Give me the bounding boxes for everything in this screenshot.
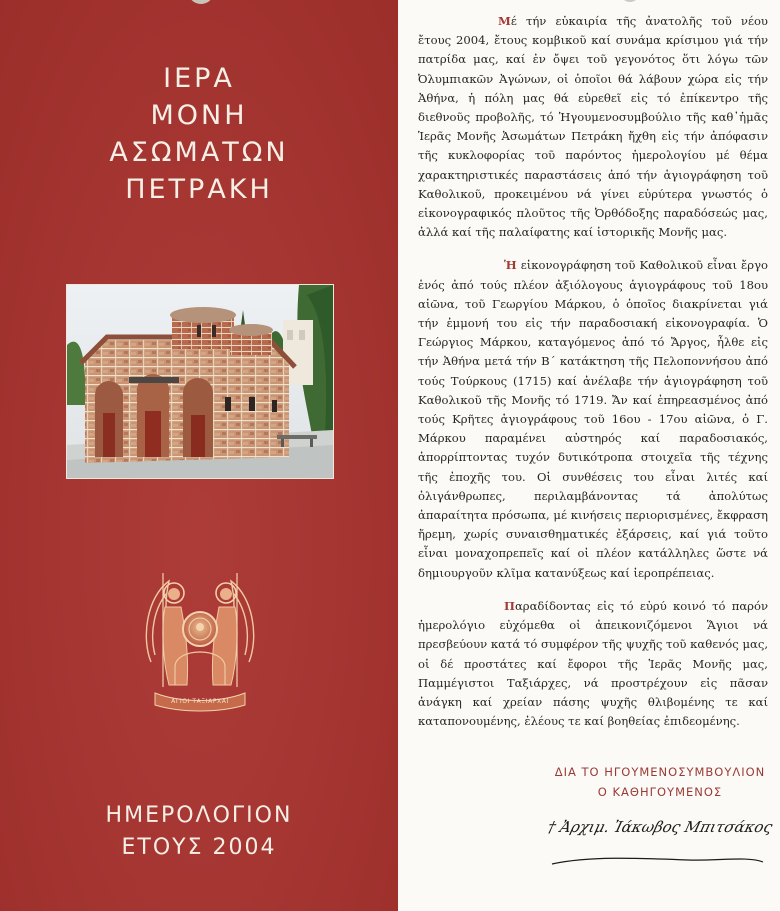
paragraph-text: έ τήν εὐκαιρία τῆς ἀνατολῆς τοῦ νέου ἔτους 2004, ἔτους κομβικοῦ καί συνάμα κρίσιμου γιά τήν πατρίδα μας, καί ἐν ὄψει τοῦ γεγονότος ὅτι λόγω τῶν Ὀλυμπιακῶν Ἀγώνων, οἱ ὁποῖοι θά λάβουν χώρα εἰς τήν Ἀθήνα, ἡ πόλη μας θά εὑρεθεῖ εἰς τό ἐπίκεντρο τῆς διεθνοῦς προβολῆς, τό Ἡγουμενοσυμβούλιο τῆς καθ᾽ἡμᾶς Ἱερᾶς Μονῆς Ἀσωμάτων Πετράκη ἤχθη εἰς τήν ἀπόφασιν τῆς κυκλοφορίας τοῦ παρόντος ἡμερολογίου μέ θέμα χαρακτηριστικές παραστάσεις ἀπό τήν ἁγιογράφηση τοῦ Καθολικοῦ, προκειμένου νά γίνει εὐρύτερα γνωστός ὁ εἰκονογραφικός πλοῦτος τῆς Ὀρθόδοξης παραδόσεώς μας, ἀλλά καί τῆς παλαίφατης καί ἱστορικῆς Μονῆς μας. [418,14,768,240]
archangels-emblem [141,567,259,713]
paragraph-text: αραδίδοντας εἰς τό εὐρύ κοινό τό παρόν ἡμερολόγιο εὐχόμεθα οἱ ἀπεικονιζόμενοι Ἅγιοι νά πρεσβεύουν κατά τό συμφέρον τῆς ψυχῆς τοῦ καθενός μας, οἱ δέ προστάτες καί ἔφοροι τῆς Ἱερᾶς Μονῆς μας, Παμμέγιστοι Ταξιάρχες, νά προστρέχουν εἰς πᾶσαν ἀνάγκη καί χρείαν πάσης ψυχῆς θλιβομένης τε καί καταπονουμένης, ἐλέους τε καί βοηθείας ἐπιδεομένης. [418,598,768,729]
church-image [67,285,333,478]
title-line: ΠΕΤΡΑΚΗ [125,174,273,205]
drop-cap: Μ [498,14,511,28]
calendar-year-line: ΕΤΟΥΣ 2004 [121,835,277,860]
monastery-title [0,60,398,208]
binding-hole [188,0,214,4]
title-line: ΙΕΡΑ [163,63,235,94]
title-line: ΜΟΝΗ [150,100,248,131]
drop-cap: Ἡ [504,258,517,273]
calendar-title-line: ΗΜΕΡΟΛΟΓΙΟΝ [105,803,293,828]
signature-heading-line: ΔΙΑ ΤΟ ΗΓΟΥΜΕΝΟΣΥΜΒΟΥΛΙΟΝ [554,765,766,779]
ribbon-text: ΑΓΙΟΙ ΤΑΞΙΑΡΧΑΙ [171,698,229,705]
drop-cap: Π [504,598,515,613]
signature-flourish [548,836,768,872]
handwritten-signature [545,818,775,873]
archangels-icon [141,567,259,713]
paragraph [418,12,768,242]
signature-heading-line: Ο ΚΑΘΗΓΟΥΜΕΝΟΣ [597,785,723,799]
church-photo [66,284,334,479]
signature-text: † Ἀρχιμ. Ἰάκωβος Μπιτσάκος [545,818,775,836]
calendar-year-title [0,800,398,864]
signature-heading [540,762,780,802]
foreword-text [418,12,768,745]
paragraph [418,597,768,731]
paragraph [418,256,768,582]
title-line: ΑΣΩΜΑΤΩΝ [109,137,289,168]
paragraph-text: εἰκονογράφηση τοῦ Καθολικοῦ εἶναι ἔργο ἑνός ἀπό τούς πλέον ἀξιόλογους ἁγιογράφους τοῦ 18ου αἰῶνα, τοῦ Γεωργίου Μάρκου, ὁ ὁποῖος διακρίνεται γιά τήν ἐμμονή του εἰς τήν παραδοσιακή εἰκονογραφία. Ὁ Γεώργιος Μάρκου, καταγόμενος ἀπό τό Ἄργος, ἦλθε εἰς τήν Ἀθήνα μετά τήν Β΄ κατάκτηση τῆς Πελοποννήσου ἀπό τούς Τούρκους (1715) καί ἀνέλαβε τήν ἁγιογράφηση τοῦ Καθολικοῦ τῆς Μονῆς τό 1719. Ἄν καί ἐπηρεασμένος ἀπό τούς Κρῆτες ἁγιογράφους τοῦ 16ου - 17ου αἰῶνα, ὁ Γ. Μάρκου παραμένει αὐστηρός καί παραδοσιακός, ἀπορρίπτοντας τυχόν δυτικότροπα στοιχεῖα τῆς τέχνης τῆς ἐποχῆς του. Οἱ συνθέσεις του εἶναι λιτές καί ὀλιγάνθρωπες, περιλαμβάνοντας τά ἀπολύτως ἀπαραίτητα πρόσωπα, μέ κινήσεις περιορισμένες, ἔκφραση ἤρεμη, χωρίς συναισθηματικές ἐξάρσεις, καί γιά τοῦτο εἶναι μοναχοπρεπεῖς καί οἱ πλέον κατάλληλες ὥστε νά δημιουργοῦν κλῖμα κατανύξεως καί ἱεροπρέπειας. [418,258,768,580]
